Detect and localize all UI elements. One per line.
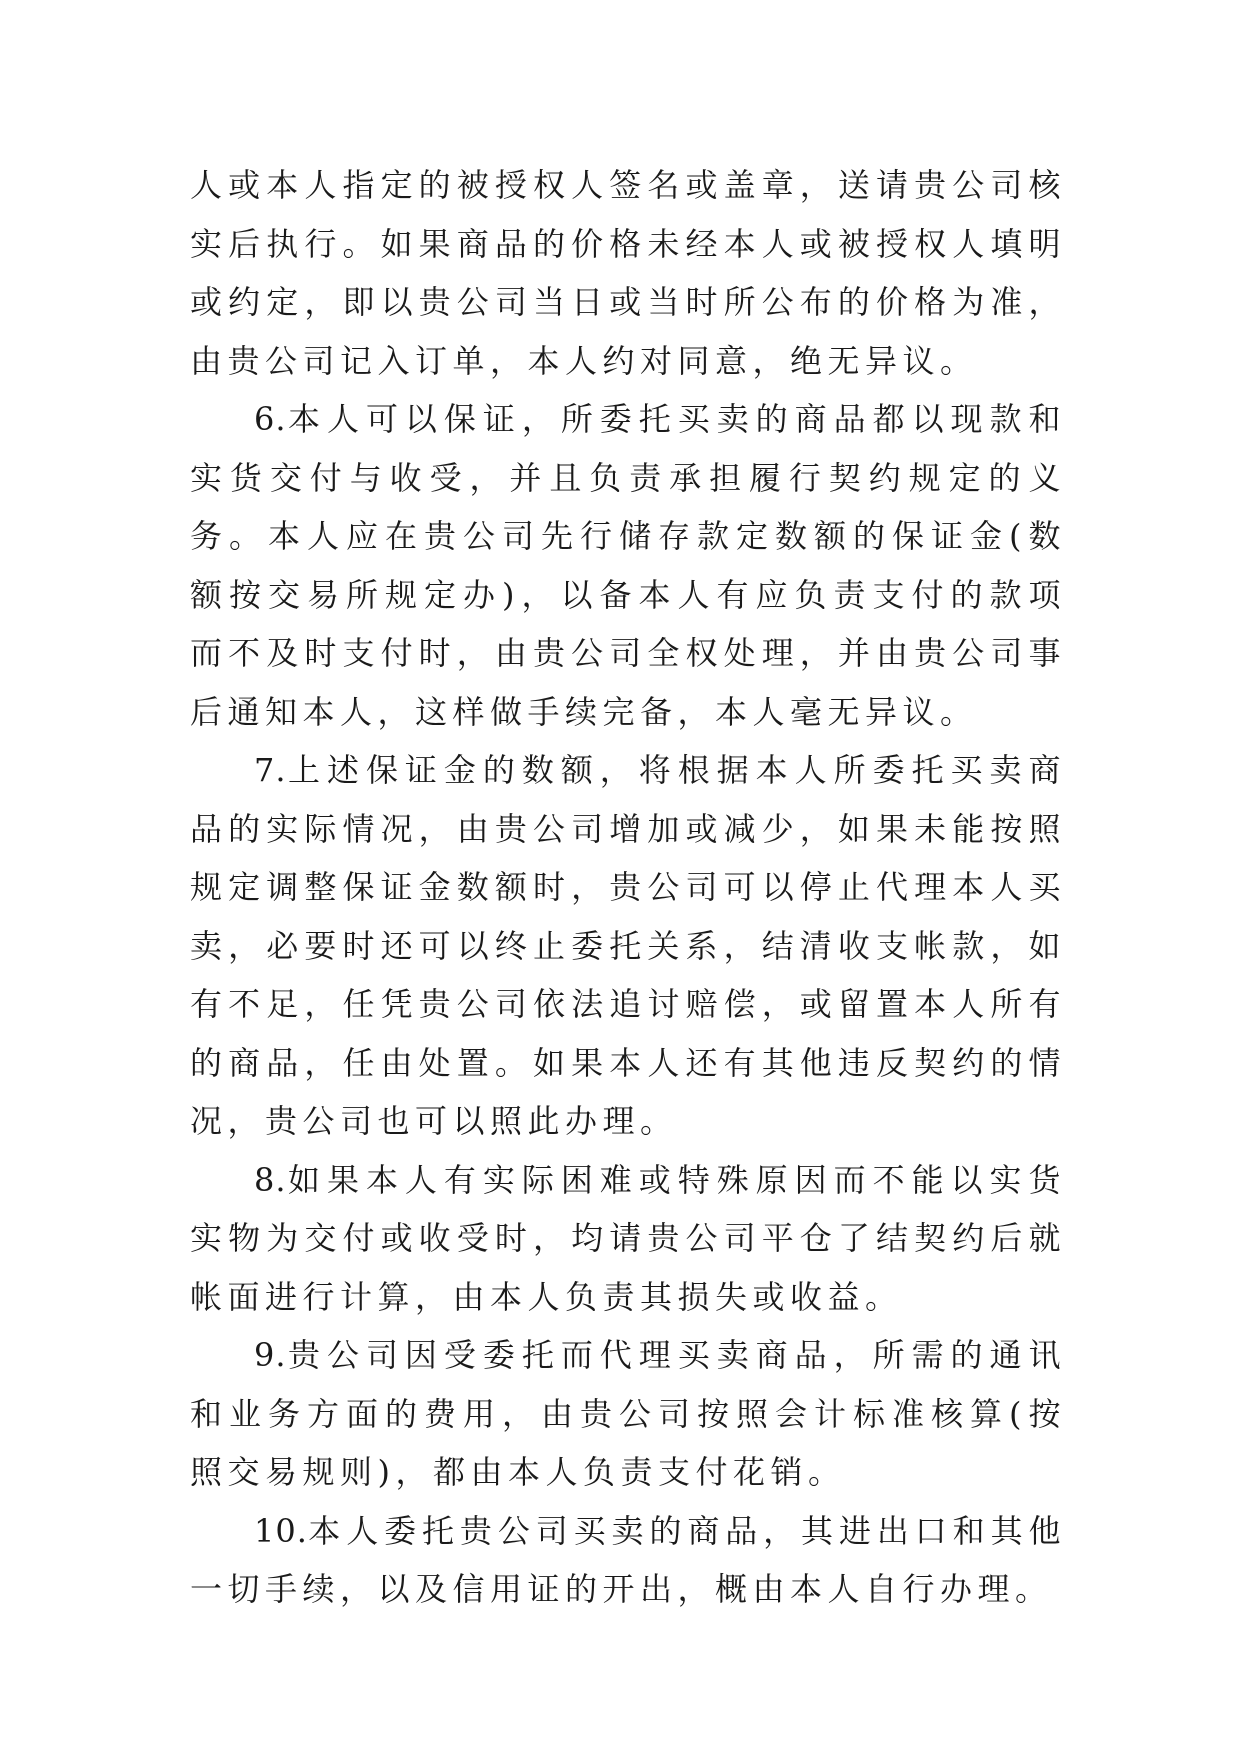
- clause-number: 10.: [254, 1511, 308, 1550]
- paragraph-clause-7: [190, 741, 1066, 1151]
- paragraph-text: 人或本人指定的被授权人签名或盖章，送请贵公司核实后执行。如果商品的价格未经本人或被授权人填明或约定，即以贵公司当日或当时所公布的价格为准，由贵公司记入订单，本人约对同意，绝无异议。: [190, 166, 1066, 380]
- paragraph-text: 上述保证金的数额，将根据本人所委托买卖商品的实际情况，由贵公司增加或减少，如果未能按照规定调整保证金数额时，贵公司可以停止代理本人买卖，必要时还可以终止委托关系，结清收支帐款，如有不足，任凭贵公司依法追讨赔偿，或留置本人所有的商品，任由处置。如果本人还有其他违反契约的情况，贵公司也可以照此办理。: [190, 751, 1066, 1140]
- paragraph-text: 本人可以保证，所委托买卖的商品都以现款和实货交付与收受，并且负责承担履行契约规定的义务。本人应在贵公司先行储存款定数额的保证金(数额按交易所规定办)，以备本人有应负责支付的款项而不及时支付时，由贵公司全权处理，并由贵公司事后通知本人，这样做手续完备，本人毫无异议。: [190, 400, 1066, 731]
- paragraph-clause-6: [190, 390, 1066, 741]
- paragraph-clause-9: [190, 1326, 1066, 1502]
- paragraph-text: 本人委托贵公司买卖的商品，其进出口和其他一切手续，以及信用证的开出，概由本人自行办理。: [190, 1511, 1066, 1608]
- paragraph-continuation: [190, 156, 1066, 390]
- paragraph-clause-8: [190, 1151, 1066, 1327]
- clause-number: 6.: [254, 400, 287, 438]
- paragraph-text: 如果本人有实际困难或特殊原因而不能以实货实物为交付或收受时，均请贵公司平仓了结契约后就帐面进行计算，由本人负责其损失或收益。: [190, 1160, 1066, 1316]
- clause-number: 9.: [254, 1336, 287, 1374]
- document-body: [190, 156, 1066, 1619]
- clause-number: 7.: [254, 751, 287, 789]
- clause-number: 8.: [254, 1160, 287, 1199]
- paragraph-clause-10: [190, 1502, 1066, 1619]
- paragraph-text: 贵公司因受委托而代理买卖商品，所需的通讯和业务方面的费用，由贵公司按照会计标准核算(按照交易规则)，都由本人负责支付花销。: [190, 1336, 1066, 1491]
